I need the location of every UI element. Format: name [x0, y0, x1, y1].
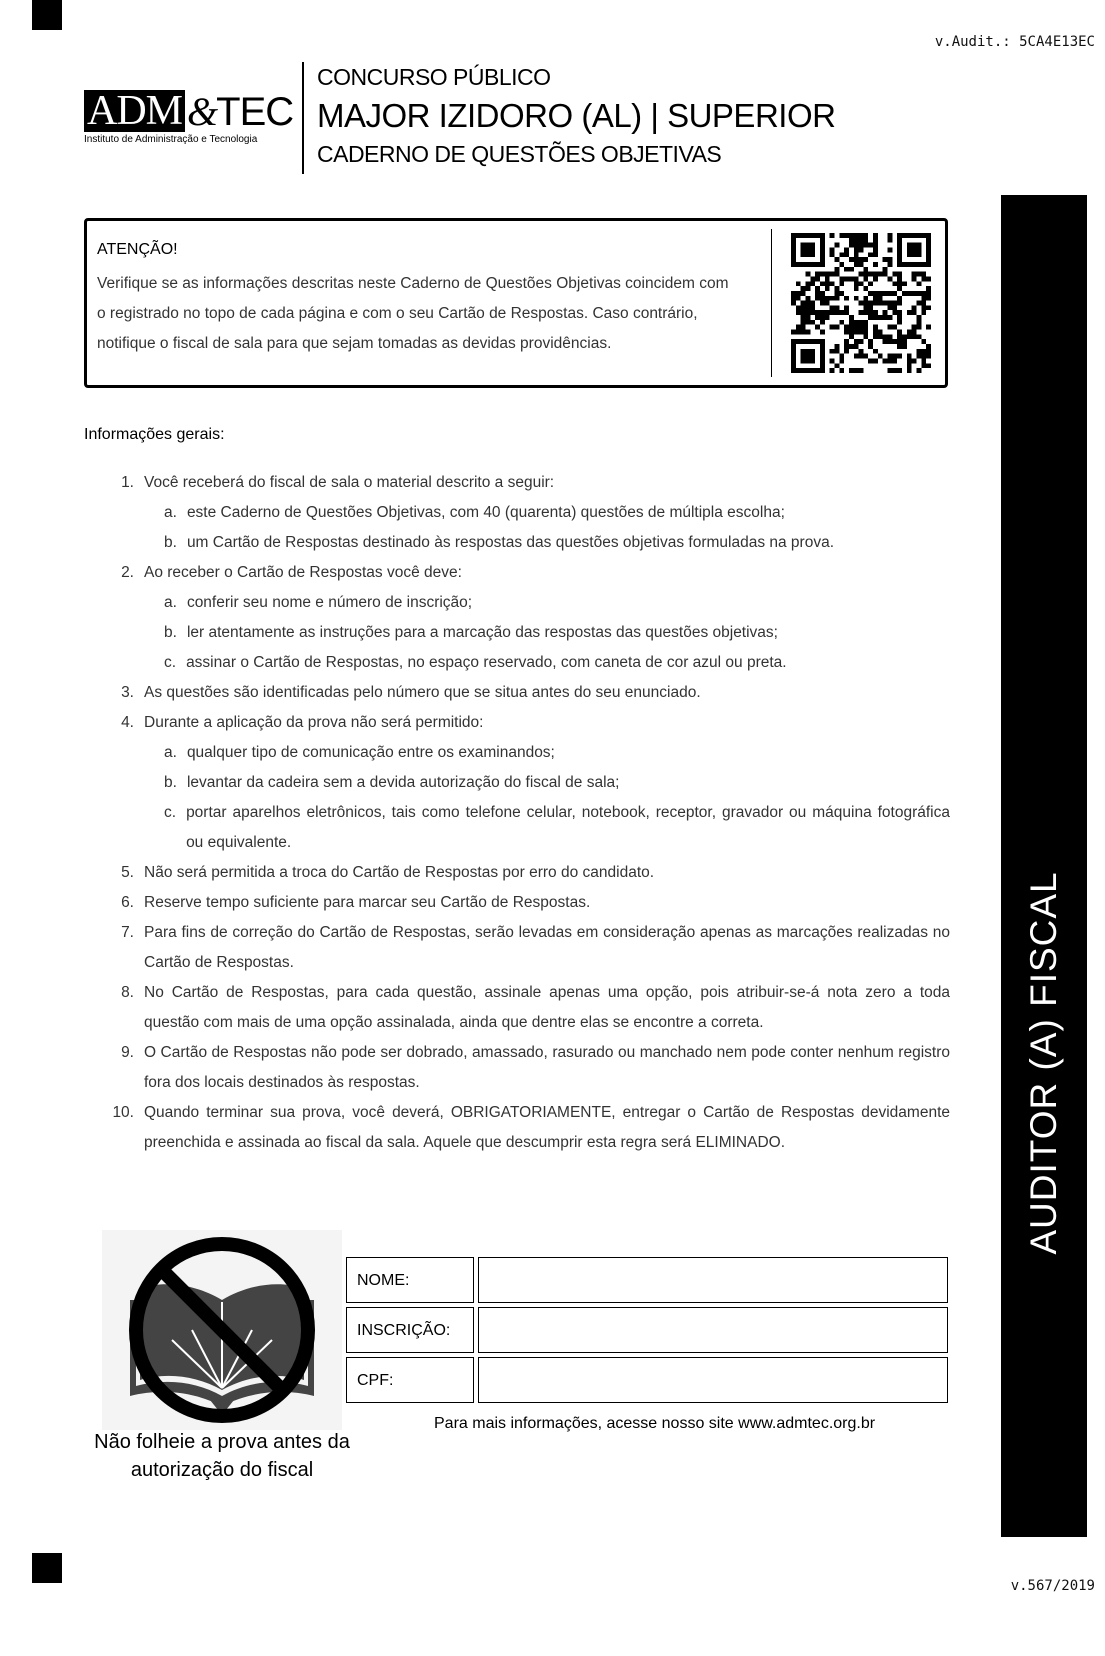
- list-item: 5. Não será permitida a troca do Cartão de Respostas por erro do candidato.: [121, 864, 655, 881]
- identification-form: [346, 1257, 948, 1407]
- list-item: 1. Você receberá do fiscal de sala o material descrito a seguir:: [121, 474, 555, 491]
- info-title: Informações gerais:: [84, 426, 225, 443]
- version-code: v.567/2019: [1010, 1578, 1095, 1594]
- list-item: 7. Para fins de correção do Cartão de Respostas, serão levadas em consideração apenas as marcações realizadas no Cartão de Respostas.: [121, 924, 950, 971]
- list-subitem: c. assinar o Cartão de Respostas, no espaço reservado, com caneta de cor azul ou preta.: [164, 654, 787, 671]
- info-list: [104, 468, 950, 1158]
- audit-code: v.Audit.: 5CA4E13EC: [934, 34, 1095, 50]
- logo-ampersand: &: [187, 89, 219, 134]
- cpf-label: CPF:: [346, 1357, 474, 1403]
- inscription-label: INSCRIÇÃO:: [346, 1307, 474, 1353]
- list-item: 6. Reserve tempo suficiente para marcar seu Cartão de Respostas.: [121, 894, 591, 911]
- registration-mark-bottom: [32, 1553, 62, 1583]
- header-divider: [302, 62, 304, 174]
- name-field[interactable]: [478, 1257, 948, 1303]
- attention-body: Verifique se as informações descritas neste Caderno de Questões Objetivas coincidem com o registrado no topo de cada página e com o seu Cartão de Respostas. Caso contrário, notifique o fiscal de sala para que sejam tomadas as devidas providências.: [97, 275, 729, 352]
- list-item: 8. No Cartão de Respostas, para cada questão, assinale apenas uma opção, pois atribuir-se-á nota zero a toda questão com mais de uma opção assinalada, ainda que dentre elas se encontre a correta.: [121, 984, 950, 1031]
- list-subitem: b. levantar da cadeira sem a devida autorização do fiscal de sala;: [164, 774, 620, 791]
- role-sidebar: [1001, 195, 1087, 1537]
- inscription-field[interactable]: [478, 1307, 948, 1353]
- list-item: 4. Durante a aplicação da prova não será permitido:: [121, 714, 484, 731]
- list-subitem: b. ler atentamente as instruções para a marcação das respostas das questões objetivas;: [164, 624, 778, 641]
- list-subitem: a. conferir seu nome e número de inscrição;: [164, 594, 473, 611]
- attention-box: [84, 218, 948, 388]
- header-booklet-type: CADERNO DE QUESTÕES OBJETIVAS: [317, 141, 722, 167]
- list-subitem: b. um Cartão de Respostas destinado às respostas das questões objetivas formuladas na prova.: [164, 534, 835, 551]
- list-subitem: a. qualquer tipo de comunicação entre os examinandos;: [164, 744, 555, 761]
- registration-mark-top: [32, 0, 62, 30]
- list-subitem: a. este Caderno de Questões Objetivas, com 40 (quarenta) questões de múltipla escolha;: [164, 504, 785, 521]
- attention-title: ATENÇÃO!: [97, 241, 178, 258]
- no-book-icon: [102, 1230, 342, 1430]
- header-contest: CONCURSO PÚBLICO: [317, 64, 551, 90]
- logo-subtitle: Instituto de Administração e Tecnologia: [84, 134, 258, 145]
- name-label: NOME:: [346, 1257, 474, 1303]
- logo-adm: ADM: [84, 90, 185, 132]
- list-item: 9. O Cartão de Respostas não pode ser dobrado, amassado, rasurado ou manchado nem pode conter nenhum registro fora dos locais destinados às respostas.: [121, 1044, 950, 1091]
- header-exam-title: MAJOR IZIDORO (AL) | SUPERIOR: [317, 97, 836, 134]
- role-label: AUDITOR (A) FISCAL: [1023, 871, 1064, 1255]
- attention-divider: [771, 229, 772, 377]
- cpf-field[interactable]: [478, 1357, 948, 1403]
- list-subitem: c. portar aparelhos eletrônicos, tais como telefone celular, notebook, receptor, gravador ou máquina fotográfica ou equivalente.: [164, 804, 950, 851]
- more-info-text: Para mais informações, acesse nosso site www.admtec.org.br: [434, 1415, 876, 1432]
- exam-header: [317, 64, 835, 168]
- list-item: 2. Ao receber o Cartão de Respostas você deve:: [121, 564, 462, 581]
- logo-tec: TEC: [216, 90, 294, 134]
- list-item: 3. As questões são identificadas pelo número que se situa antes do seu enunciado.: [121, 684, 701, 701]
- qr-code: [791, 233, 931, 373]
- name-row: [346, 1257, 948, 1303]
- no-book-caption: Não folheie a prova antes da autorização do fiscal: [94, 1431, 350, 1481]
- inscription-row: [346, 1307, 948, 1353]
- cpf-row: [346, 1357, 948, 1403]
- list-item: 10. Quando terminar sua prova, você deverá, OBRIGATORIAMENTE, entregar o Cartão de Respostas devidamente preenchida e assinada ao fiscal da sala. Aquele que descumprir esta regra será ELIMINADO.: [112, 1104, 950, 1151]
- admtec-logo: [84, 90, 294, 145]
